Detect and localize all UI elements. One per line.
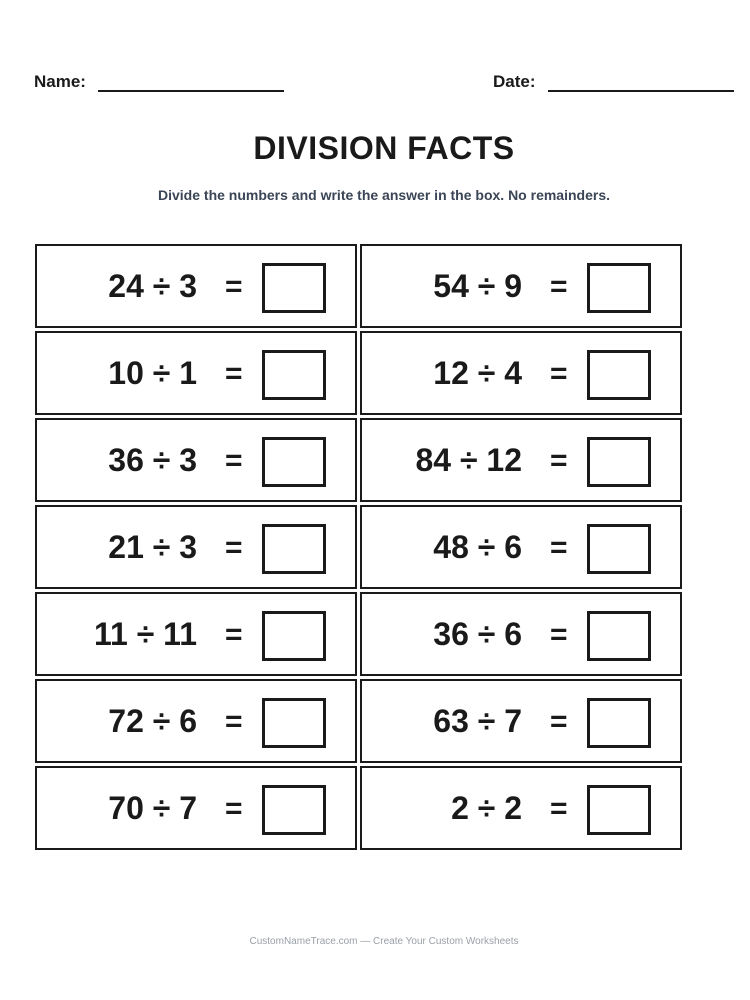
equals-sign: = xyxy=(225,792,243,825)
answer-box[interactable] xyxy=(262,524,326,574)
equals-sign: = xyxy=(550,357,568,390)
problem-cell xyxy=(35,592,357,676)
answer-box[interactable] xyxy=(587,611,651,661)
answer-box[interactable] xyxy=(587,524,651,574)
problem-grid xyxy=(35,244,682,850)
problem-cell xyxy=(360,592,682,676)
answer-box[interactable] xyxy=(262,611,326,661)
date-field xyxy=(493,72,734,92)
problem-text: 24 ÷ 3 xyxy=(108,268,197,304)
answer-box[interactable] xyxy=(262,785,326,835)
problem-text: 10 ÷ 1 xyxy=(108,355,197,391)
problem-cell xyxy=(360,418,682,502)
equals-sign: = xyxy=(550,531,568,564)
answer-box[interactable] xyxy=(262,350,326,400)
problem-text: 72 ÷ 6 xyxy=(108,703,197,739)
problem-cell xyxy=(35,244,357,328)
problem-cell xyxy=(35,766,357,850)
equals-sign: = xyxy=(225,531,243,564)
instructions: Divide the numbers and write the answer in the box. No remainders. xyxy=(158,187,610,203)
worksheet-title: DIVISION FACTS xyxy=(253,130,515,166)
problem-cell xyxy=(360,244,682,328)
date-line[interactable] xyxy=(548,72,734,92)
equals-sign: = xyxy=(550,792,568,825)
footer-text: CustomNameTrace.com — Create Your Custom Worksheets xyxy=(249,936,519,947)
name-field xyxy=(34,72,284,92)
problem-cell xyxy=(35,505,357,589)
equals-sign: = xyxy=(550,270,568,303)
problem-cell xyxy=(35,418,357,502)
problem-text: 12 ÷ 4 xyxy=(433,355,522,391)
problem-text: 21 ÷ 3 xyxy=(108,529,197,565)
answer-box[interactable] xyxy=(587,437,651,487)
problem-text: 36 ÷ 3 xyxy=(108,442,197,478)
problem-text: 84 ÷ 12 xyxy=(415,442,522,478)
equals-sign: = xyxy=(225,705,243,738)
answer-box[interactable] xyxy=(262,698,326,748)
answer-box[interactable] xyxy=(262,263,326,313)
problem-cell xyxy=(360,331,682,415)
answer-box[interactable] xyxy=(587,263,651,313)
name-line[interactable] xyxy=(98,72,284,92)
problem-text: 63 ÷ 7 xyxy=(433,703,522,739)
problem-text: 48 ÷ 6 xyxy=(433,529,522,565)
equals-sign: = xyxy=(225,444,243,477)
answer-box[interactable] xyxy=(587,350,651,400)
date-label: Date: xyxy=(493,72,536,91)
problem-text: 54 ÷ 9 xyxy=(433,268,522,304)
problem-cell xyxy=(35,679,357,763)
equals-sign: = xyxy=(550,705,568,738)
name-label: Name: xyxy=(34,72,86,91)
problem-cell xyxy=(360,679,682,763)
answer-box[interactable] xyxy=(587,785,651,835)
equals-sign: = xyxy=(225,270,243,303)
problem-text: 2 ÷ 2 xyxy=(451,790,522,826)
problem-cell xyxy=(35,331,357,415)
equals-sign: = xyxy=(225,357,243,390)
problem-text: 70 ÷ 7 xyxy=(108,790,197,826)
equals-sign: = xyxy=(550,618,568,651)
answer-box[interactable] xyxy=(587,698,651,748)
answer-box[interactable] xyxy=(262,437,326,487)
equals-sign: = xyxy=(550,444,568,477)
problem-text: 36 ÷ 6 xyxy=(433,616,522,652)
equals-sign: = xyxy=(225,618,243,651)
problem-text: 11 ÷ 11 xyxy=(94,616,197,652)
problem-cell xyxy=(360,766,682,850)
problem-cell xyxy=(360,505,682,589)
